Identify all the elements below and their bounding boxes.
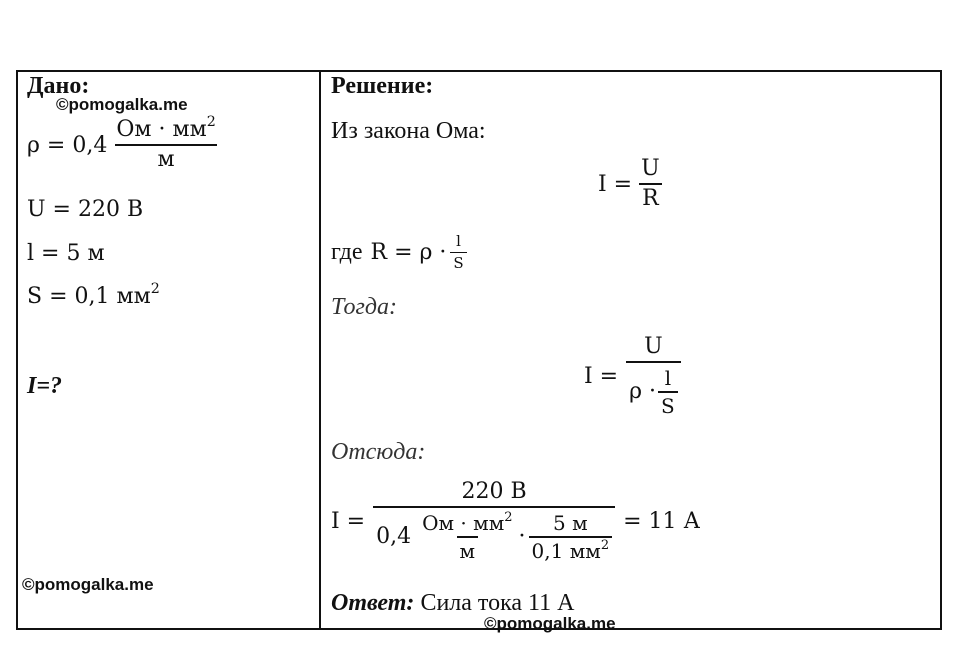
where-den: S <box>450 252 466 272</box>
calc-dot: · <box>518 524 526 550</box>
ohm-num: U <box>641 156 660 181</box>
column-divider <box>319 70 321 630</box>
calc-den-coef: 0,4 <box>376 524 412 550</box>
then-formula <box>584 335 681 417</box>
then-lhs: I = <box>584 363 619 389</box>
resistance-formula <box>331 233 467 271</box>
calc-rho-den: м <box>457 536 479 562</box>
then-label: Тогда: <box>331 294 397 320</box>
given-rho <box>27 114 219 173</box>
calc-ls-den: 0,1 $мм^2$ <box>529 536 613 562</box>
calc-rho-num: Ом · $мм^2$ <box>422 510 513 536</box>
given-voltage: U = 220 В <box>27 197 144 222</box>
given-area: S = 0,1 $мм^2$ <box>27 281 160 309</box>
then-inner-fraction <box>658 367 678 417</box>
where-num: l <box>456 232 461 250</box>
then-inner-num: l <box>664 366 672 391</box>
answer-text: Сила тока 11 А <box>420 590 575 616</box>
then-den <box>626 361 681 417</box>
calc-fraction <box>373 480 615 562</box>
then-inner-den: S <box>658 391 678 417</box>
ohm-lhs: I = <box>598 171 633 197</box>
ohm-fraction <box>638 157 663 211</box>
solution-header: Решение: <box>331 73 434 99</box>
calc-result: = 11 А <box>623 508 701 534</box>
then-num: U <box>644 334 663 359</box>
rho-fraction <box>113 114 218 173</box>
hence-label: Отсюда: <box>331 439 426 465</box>
given-length: l = 5 м <box>27 241 105 266</box>
where-prefix: где <box>331 238 363 265</box>
watermark-bottom: ©pomogalka.me <box>484 614 616 633</box>
where-fraction <box>450 233 466 271</box>
calc-formula <box>331 480 700 562</box>
watermark-top: ©pomogalka.me <box>56 95 188 114</box>
given-header: Дано: <box>27 73 90 99</box>
calc-ls-fraction <box>529 512 613 562</box>
answer-label: Ответ: <box>331 590 415 616</box>
find-current: I=? <box>27 373 63 399</box>
ohm-den: R <box>639 183 662 211</box>
calc-num: 220 В <box>461 479 527 504</box>
where-formula: R = ρ · <box>370 239 447 265</box>
rho-units-num: Ом · $мм^2$ <box>116 114 216 142</box>
answer-line <box>331 590 574 617</box>
rho-lhs: ρ = 0,4 <box>27 132 108 158</box>
then-fraction <box>626 335 681 417</box>
watermark-left: ©pomogalka.me <box>22 575 154 594</box>
then-den-prefix: ρ · <box>629 379 657 405</box>
calc-ls-num: 5 м <box>553 511 588 536</box>
rho-units-den: м <box>115 144 217 172</box>
calc-rho-fraction <box>419 512 515 562</box>
calc-lhs: I = <box>331 508 366 534</box>
calc-den <box>373 506 615 562</box>
ohm-intro: Из закона Ома: <box>331 118 486 144</box>
ohm-formula <box>598 157 663 211</box>
